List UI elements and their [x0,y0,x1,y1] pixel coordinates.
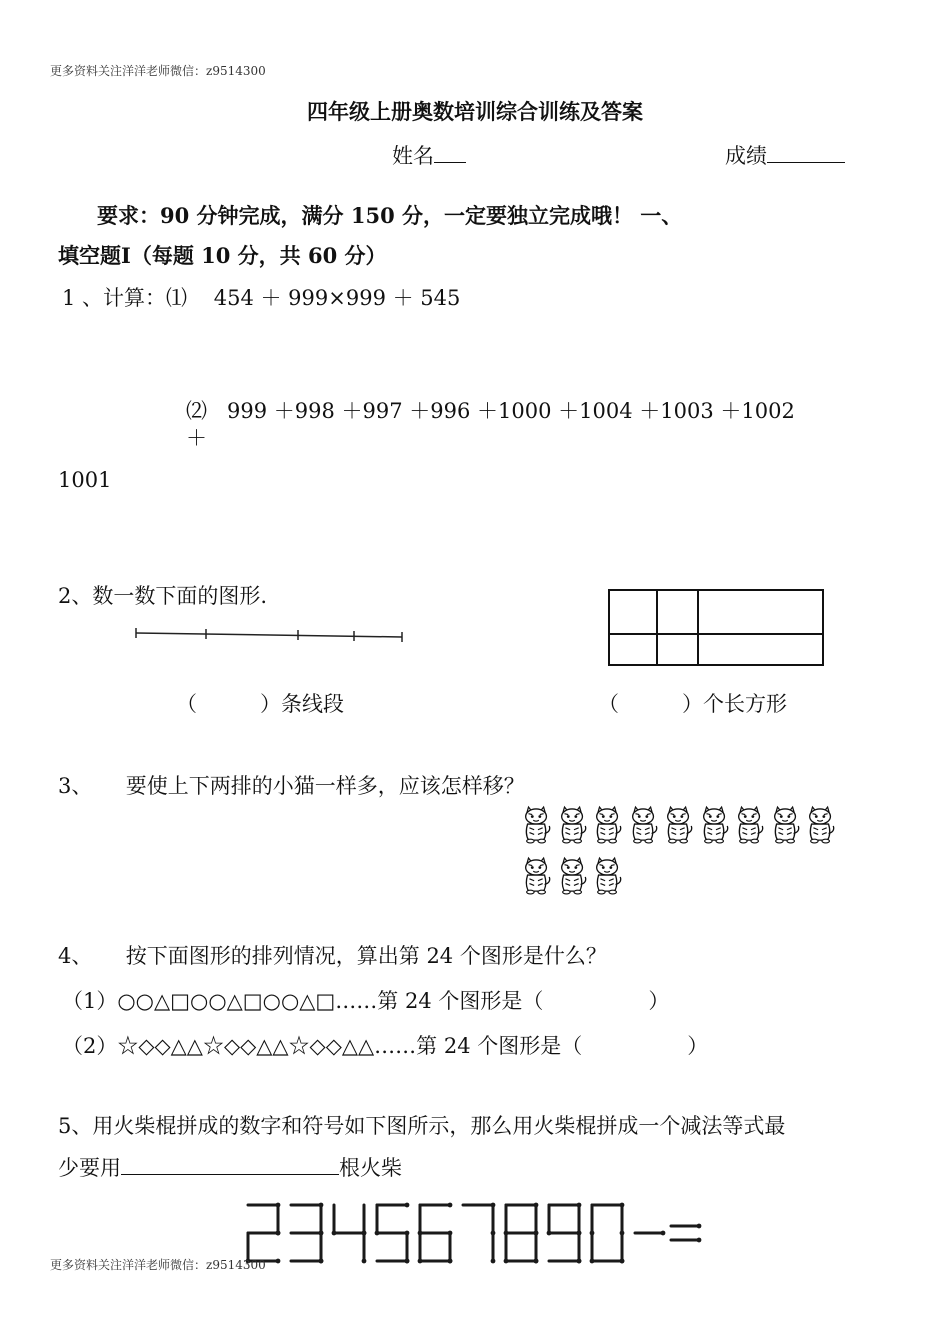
q5-text-prefix: 少要用 [58,1156,121,1180]
cat-icon [556,856,590,896]
matchstick-head [276,1231,281,1236]
q4-line [58,940,607,970]
q2-answer2: （ ）个长方形 [598,692,787,716]
q1-plus-wrap: ＋ [186,426,207,450]
cats-top-row [520,805,840,849]
segment-line [136,633,402,637]
outer-rect [609,590,823,665]
cat-icon [698,805,732,845]
q2-answer1: （ ）条线段 [176,692,344,716]
matchstick-head [319,1231,324,1236]
q1-part2-mark: ⑵ [186,399,207,423]
matchstick-head [534,1259,539,1264]
matchstick-head [504,1259,509,1264]
name-field [392,140,466,170]
cat-icon [591,805,625,845]
matchstick-head [491,1259,496,1264]
q1-expr1: 454 ＋ 999×999 ＋ 545 [213,286,461,310]
matchstick-head [448,1259,453,1264]
matchstick-head [620,1259,625,1264]
matchstick-figure [244,1200,764,1270]
q1-line1 [62,282,460,312]
cat-icon [662,805,696,845]
q5-blank [121,1154,339,1175]
matchstick-head [319,1259,324,1264]
cat-icon [804,805,838,845]
q4-pattern1: （1）○○△□○○△□○○△□……第 24 个图形是（ ） [62,989,670,1013]
matchstick-head [448,1203,453,1208]
matchstick-head [276,1259,281,1264]
score-label: 成绩 [725,144,767,168]
rectangles-figure [606,588,826,668]
cat-icon [520,805,554,845]
section1-heading: 填空题Ⅰ（每题 10 分，共 60 分） [58,243,387,268]
cats-bottom-row [520,856,627,900]
page-title: 四年级上册奥数培训综合训练及答案 [307,99,643,124]
matchstick-head [534,1231,539,1236]
cat-icon [520,856,554,896]
matchstick-head [590,1259,595,1264]
cat-icon [769,805,803,845]
q3-line [58,770,525,800]
matchstick-head [418,1259,423,1264]
matchstick-head [448,1231,453,1236]
footer-note: 更多资料关注洋洋老师微信：z9514300 [50,1258,266,1272]
q3-text: 要使上下两排的小猫一样多，应该怎样移？ [125,774,525,798]
q5-text-suffix: 根火柴 [339,1156,402,1180]
matchstick-head [661,1231,666,1236]
cat-icon [627,805,661,845]
q1-prefix: 1 、计算：⑴ [62,286,188,310]
q4-text: 按下面图形的排列情况，算出第 24 个图形是什么？ [125,944,607,968]
matchstick-head [577,1259,582,1264]
matchstick-head [405,1203,410,1208]
matchstick-head [697,1238,702,1243]
cat-icon [556,805,590,845]
cat-icon [733,805,767,845]
matchstick-head [362,1231,367,1236]
q5-text-line1: 5、用火柴棍拼成的数字和符号如下图所示，那么用火柴棍拼成一个减法等式最 [58,1114,786,1138]
q5-text-line2 [58,1152,402,1182]
q1-last-term: 1001 [58,468,112,492]
score-field [725,140,845,170]
name-label: 姓名 [392,144,434,168]
matchstick-head [697,1224,702,1229]
q4-number: 4、 [58,944,93,968]
name-blank [434,142,466,163]
matchstick-head [405,1259,410,1264]
matchstick-head [577,1231,582,1236]
line-segments-figure [132,625,408,647]
matchstick-head [590,1231,595,1236]
q4-pattern2: （2）☆◇◇△△☆◇◇△△☆◇◇△△……第 24 个图形是（ ） [62,1034,709,1058]
matchstick-symbols [246,1203,702,1264]
q2-text: 2、数一数下面的图形. [58,584,268,608]
q3-number: 3、 [58,774,93,798]
q1-expr2: 999 ＋998 ＋997 ＋996 ＋1000 ＋1004 ＋1003 ＋1002 [227,399,795,423]
matchstick-symbols-text: 234567890−= [244,1200,252,1201]
matchstick-head [405,1231,410,1236]
header-note: 更多资料关注洋洋老师微信：z9514300 [50,64,266,78]
q1-line2 [186,395,795,425]
score-blank [767,142,845,163]
cat-icon [591,856,625,896]
requirement: 要求：90 分钟完成，满分 150 分，一定要独立完成哦！ 一、 [97,203,683,228]
matchstick-head [362,1259,367,1264]
